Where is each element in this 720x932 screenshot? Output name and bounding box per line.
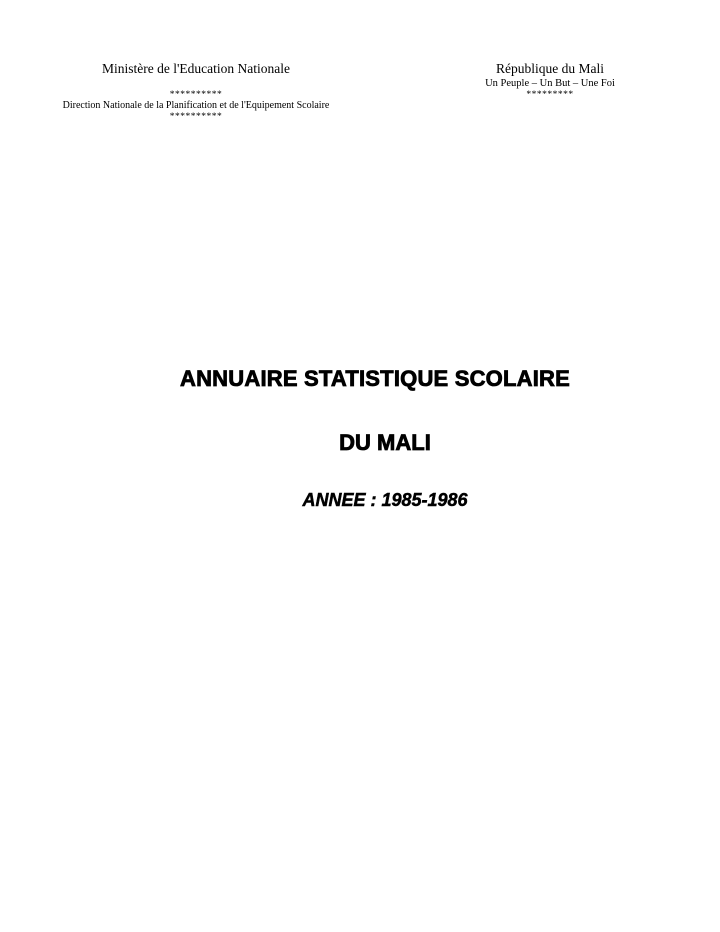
separator-stars: **********: [169, 90, 223, 100]
document-title-block: [0, 364, 720, 512]
document-subtitle: DU MALI: [339, 430, 431, 455]
document-title: ANNUAIRE STATISTIQUE SCOLAIRE: [180, 366, 570, 391]
separator-stars: **********: [169, 112, 223, 122]
ministry-name: Ministère de l'Education Nationale: [102, 61, 290, 76]
direction-name: Direction Nationale de la Planification et de l'Equipement Scolaire: [62, 100, 330, 111]
separator-stars: *********: [526, 90, 574, 100]
republic-header: [468, 60, 632, 100]
national-motto: Un Peuple – Un But – Une Foi: [485, 78, 615, 89]
ministry-header: [40, 60, 352, 122]
document-year: ANNEE : 1985-1986: [302, 490, 468, 510]
republic-name: République du Mali: [496, 61, 604, 76]
